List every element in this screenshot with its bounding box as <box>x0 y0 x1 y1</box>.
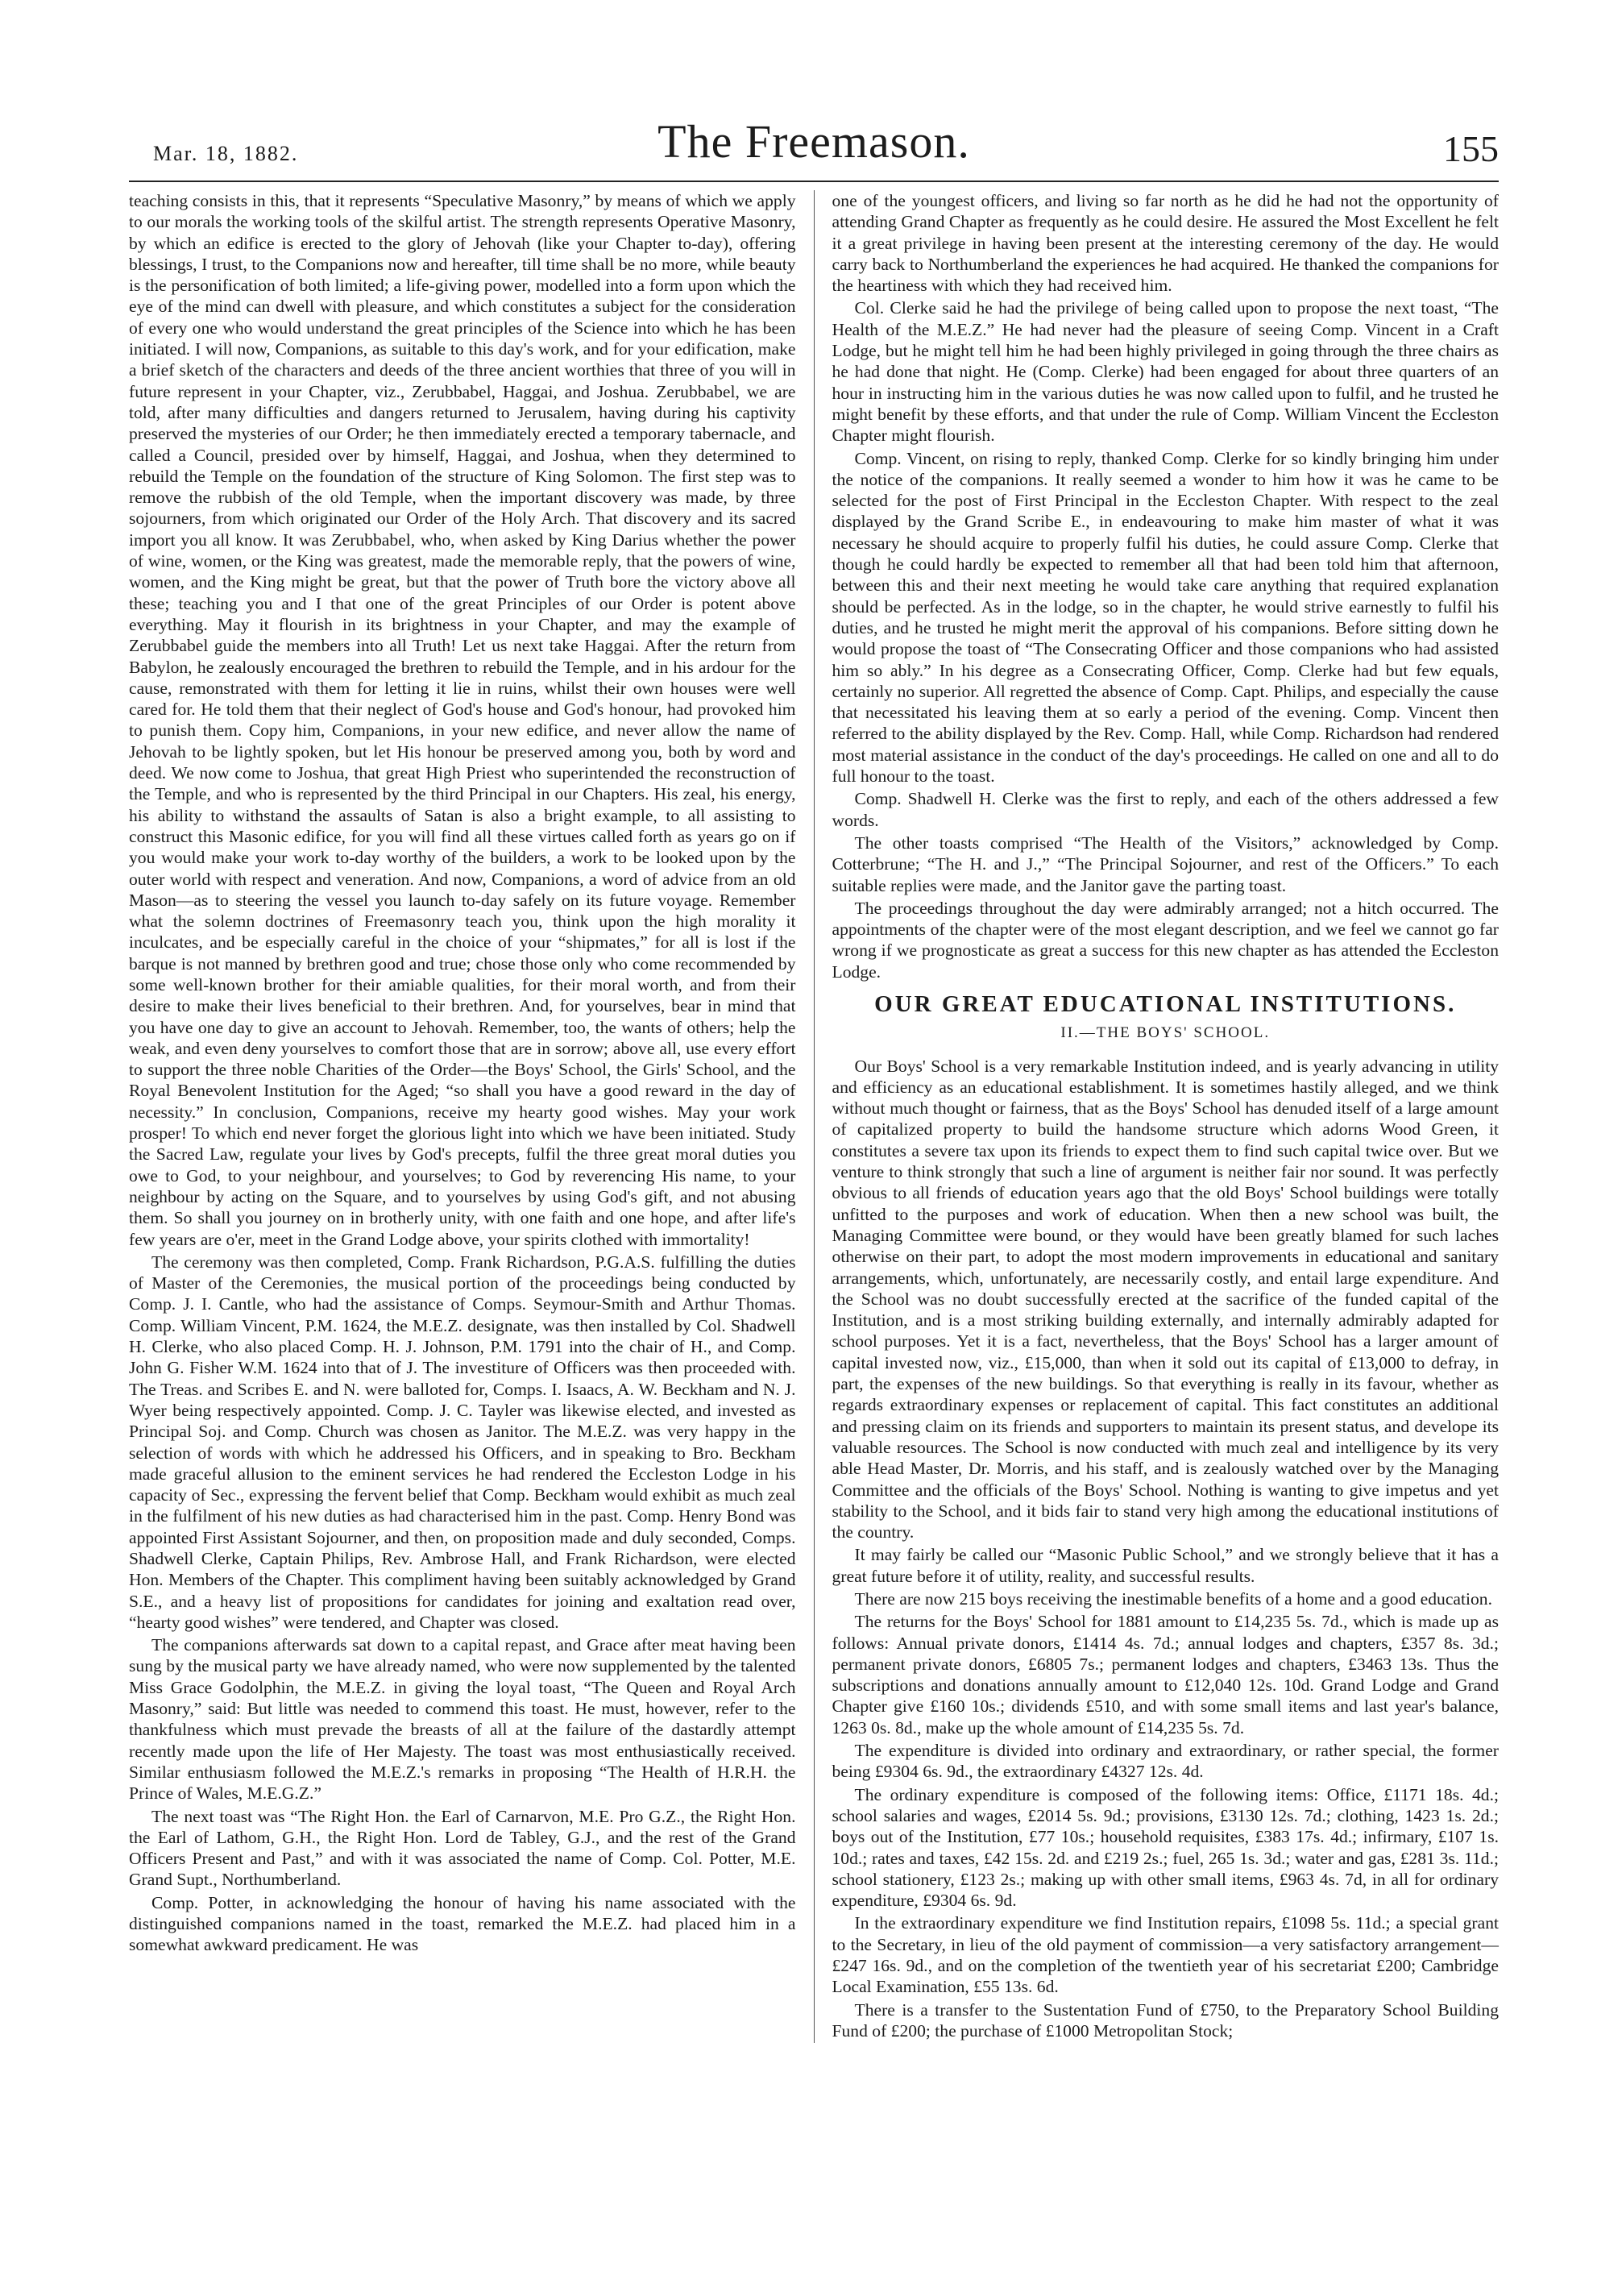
right-column <box>832 190 1500 2043</box>
article-paragraph: The other toasts comprised “The Health of the Visitors,” acknowledged by Comp. Cotterbrune; “The H. and J.,” “The Principal Sojourner, and rest of the Officers.” To each suitable replies were made, and the Janitor gave the parting toast. <box>832 832 1499 895</box>
issue-date: Mar. 18, 1882. <box>153 142 299 165</box>
section-paragraph: There are now 215 boys receiving the inestimable benefits of a home and a good education. <box>854 1589 1493 1609</box>
section-paragraph: The returns for the Boys' School for 1881 amount to £14,235 5s. 7d., which is made up as follows: Annual private donors, £1414 4s. 7d.; annual lodges and chapters, £357 8s. 3d.; permanent private donors, £6805 7s.; permanent lodges and chapters, £3463 13s. Thus the subscriptions and donations annually amount to £12,040 12s. 10d. Grand Lodge and Grand Chapter give £160 10s.; dividends £510, and with some small items and last year's balance, 1263 0s. 8d., make up the whole amount of £14,235 5s. 7d. <box>832 1612 1499 1738</box>
section-paragraph: The ordinary expenditure is composed of the following items: Office, £1171 18s. 4d.; school salaries and wages, £2014 5s. 9d.; provisions, £3130 12s. 7d.; clothing, 1423 1s. 2d.; boys out of the Institution, £77 10s.; household requisites, £383 17s. 4d.; infirmary, £107 1s. 10d.; rates and taxes, £42 15s. 2d. and £219 2s.; fuel, 265 1s. 3d.; water and gas, £281 3s. 11d.; school stationery, £123 2s.; making up with other small items, £963 4s. 7d, in all for ordinary expenditure, £9304 6s. 9d. <box>832 1784 1499 1911</box>
section-paragraph: In the extraordinary expenditure we find Institution repairs, £1098 5s. 11d.; a special grant to the Secretary, in lieu of the old payment of commission—a very satisfactory arrangement—£247 16s. 9d., and on the completion of the twentieth year of his secretariat £200; Cambridge Local Examination, £55 13s. 6d. <box>832 1913 1499 1997</box>
article-paragraph: The companions afterwards sat down to a capital repast, and Grace after meat having been sung by the musical party we have already named, who were now supplemented by the talented Miss Grace Godolphin, the M.E.Z. in giving the loyal toast, “The Queen and Royal Arch Masonry,” said: But little was needed to commend this toast. He must, however, refer to the thankfulness which must prevade the breasts of all at the failure of the dastardly attempt recently made upon the life of Her Majesty. The toast was most enthusiastically received. Similar enthusiasm followed the M.E.Z.'s remarks in proposing “The Health of H.R.H. the Prince of Wales, M.E.G.Z.” <box>129 1635 796 1804</box>
newspaper-page <box>129 113 1499 2043</box>
article-paragraph: Col. Clerke said he had the privilege of being called upon to propose the next toast, “The Health of the M.E.Z.” He had never had the pleasure of seeing Comp. Vincent in a Craft Lodge, but he might tell him he had been highly privileged in going through the three chairs as he had done that night. He (Comp. Clerke) had been engaged for about three quarters of an hour in instructing him in the various duties he was now called upon to fulfil, and he trusted he might benefit by these efforts, and that under the rule of Comp. William Vincent the Eccleston Chapter might flourish. <box>832 298 1499 446</box>
article-paragraph: teaching consists in this, that it represents “Speculative Masonry,” by means of which we apply to our morals the working tools of the skilful artist. The strength represents Operative Masonry, by which an edifice is erected to the glory of Jehovah (like your Chapter to-day), offering blessings, I trust, to the Companions now and hereafter, till time shall be no more, while beauty is the personification of both limited; a life-giving power, modelled into a form upon which the eye of the mind can dwell with pleasure, and which constitutes a subject for the consideration of every one who would understand the great principles of the Science into which he has been initiated. I will now, Companions, as suitable to this day's work, and for your edification, make a brief sketch of the characters and deeds of the three ancient worthies that three of you will in future represent in your Chapter, viz., Zerubbabel, Haggai, and Joshua. Zerubbabel, we are told, after many difficulties and dangers returned to Jerusalem, having during his captivity preserved the mysteries of our Order; he then immediately erected a temporary tabernacle, and called a Council, presided over by himself, Haggai, and Joshua, when they determined to rebuild the Temple on the foundation of the structure of King Solomon. The first step was to remove the rubbish of the old Temple, when the important discovery was made, by three sojourners, from which originated our Order of the Holy Arch. That discovery and its sacred import you all know. It was Zerubbabel, who, when asked by King Darius whether the power of wine, women, or the King was greatest, made the memorable reply, that the powers of wine, women, and the King might be great, but that the power of Truth bore the victory above all these; teaching you and I that one of the great Principles of our Order is potent above everything. May it flourish in its brightness in your Chapter, and may the example of Zerubbabel guide the members into all Truth! Let us next take Haggai. After the return from Babylon, he zealously encouraged the brethren to rebuild the Temple, and in his ardour for the cause, remonstrated with them for letting it lie in ruins, whilst their own houses were well cared for. He told them that their neglect of God's house and God's honour, had provoked him to punish them. Copy him, Companions, in your new edifice, and never allow the name of Jehovah to be lightly spoken, but let His honour be preserved among you, both by word and deed. We now come to Joshua, that great High Priest who superintended the reconstruction of the Temple, and who is represented by the third Principal in our Chapters. His zeal, his energy, his ability to withstand the assaults of Satan is also a bright example, to all assisting to construct this Masonic edifice, for you will find all these virtues called forth as years go on if you would make your work to-day worthy of the builders, a work to be looked upon by the outer world with respect and veneration. And now, Companions, a word of advice from an old Mason—as to steering the vessel you launch to-day safely on its future voyage. Remember what the solemn doctrines of Freemasonry teach you, think upon the high morality it inculcates, and be especially careful in the choice of your “shipmates,” for all is lost if the barque is not manned by brethren good and true; chose those only who come recommended by some well-known brother for their amiable qualities, for their moral worth, and from their desire to make their lives beneficial to their brethren. And, for yourselves, bear in mind that you have one day to give an account to Jehovah. Remember, too, the wants of others; help the weak, and even deny yourselves to comfort those that are in sorrow; above all, use every effort to support the three noble Charities of the Order—the Boys' School, the Girls' School, and the Royal Benevolent Institution for the Aged; “so shall you have a good reward in the day of necessity.” In conclusion, Companions, receive my hearty good wishes. May your work prosper! To which end never forget the glorious light into which we have been initiated. Study the Sacred Law, regulate your lives by God's precepts, fulfil the three great moral duties you owe to God, to your neighbour, and yourselves; to God by reverencing His name, to your neighbour by acting on the Square, and to yourselves by using God's gift, and not abusing them. So shall you journey on in brotherly unity, with one faith and one hope, and after life's few years are o'er, meet in the Grand Lodge above, your spirits clothed with immortality! <box>129 191 796 1249</box>
masthead-rule <box>129 181 1499 182</box>
article-paragraph: Comp. Potter, in acknowledging the honour of having his name associated with the distinguished companions named in the toast, remarked the M.E.Z. had placed him in a somewhat awkward predicament. He was <box>129 1892 796 1955</box>
article-paragraph: one of the youngest officers, and living so far north as he did he had not the opportunity of attending Grand Chapter as frequently as he could desire. He assured the Most Excellent he felt it a great privilege in having been present at the interesting ceremony of the day. He would carry back to Northumberland the experiences he had acquired. He thanked the companions for the heartiness with which they had received him. <box>832 191 1499 296</box>
article-paragraph: Comp. Vincent, on rising to reply, thanked Comp. Clerke for so kindly bringing him under the notice of the companions. It really seemed a wonder to him how it was he came to be selected for the post of First Principal in the Eccleston Chapter. With respect to the zeal displayed by the Grand Scribe E., in endeavouring to make him master of what it was necessary he should acquire to properly fulfil his duties, he could assure Comp. Clerke that though he could hardly be expected to remember all that had been told him that afternoon, between this and their next meeting he would take care anything that required explanation should be perfected. As in the lodge, so in the chapter, he would strive earnestly to fulfil his duties, and he trusted he might merit the approval of his companions. Before sitting down he would propose the toast of “The Consecrating Officer and those companions who had assisted him so ably.” In his degree as a Consecrating Officer, Comp. Clerke had but few equals, certainly no superior. All regretted the absence of Comp. Capt. Philips, and especially the cause that necessitated his leaving them at so early a period of the evening. Comp. Vincent then referred to the ability displayed by the Rev. Comp. Hall, while Comp. Richardson had rendered most material assistance in the conduct of the day's proceedings. He called on one and all to do full honour to the toast. <box>832 448 1499 787</box>
article-columns <box>129 190 1499 2043</box>
section-heading: OUR GREAT EDUCATIONAL INSTITUTIONS. <box>874 990 1457 1017</box>
article-paragraph: The next toast was “The Right Hon. the Earl of Carnarvon, M.E. Pro G.Z., the Right Hon. the Earl of Lathom, G.H., the Right Hon. Lord de Tabley, G.J., and the rest of the Grand Officers Present and Past,” and with it was associated the name of Comp. Col. Potter, M.E. Grand Supt., Northumberland. <box>129 1806 796 1890</box>
section-paragraph: The expenditure is divided into ordinary and extraordinary, or rather special, the former being £9304 6s. 9d., the extraordinary £4327 12s. 4d. <box>832 1741 1499 1782</box>
article-paragraph: The ceremony was then completed, Comp. Frank Richardson, P.G.A.S. fulfilling the duties of Master of the Ceremonies, the musical portion of the proceedings being conducted by Comp. J. I. Cantle, who had the assistance of Comps. Seymour-Smith and Arthur Thomas. Comp. William Vincent, P.M. 1624, the M.E.Z. designate, was then installed by Col. Shadwell H. Clerke, who also placed Comp. H. J. Johnson, P.M. 1791 into the chair of H., and Comp. John G. Fisher W.M. 1624 into that of J. The investiture of Officers was then proceeded with. The Treas. and Scribes E. and N. were balloted for, Comps. I. Isaacs, A. W. Beckham and N. J. Wyer being respectively appointed. Comp. J. C. Tayler was likewise elected, and invested as Principal Soj. and Comp. Church was chosen as Janitor. The M.E.Z. was very happy in the selection of words with which he addressed his Officers, and in speaking to Bro. Beckham made graceful allusion to the eminent services he had rendered the Eccleston Lodge in his capacity of Sec., expressing the fervent belief that Comp. Beckham would exhibit as much zeal in the fulfilment of his new duties as had characterised him in the past. Comp. Henry Bond was appointed First Assistant Sojourner, and then, on proposition made and duly seconded, Comps. Shadwell Clerke, Captain Philips, Rev. Ambrose Hall, and Frank Richardson, were elected Hon. Members of the Chapter. This compliment having been suitably acknowledged by Grand S.E., and a heavy list of propositions for candidates for joining and exaltation read over, “hearty good wishes” were tendered, and Chapter was closed. <box>129 1252 796 1632</box>
column-divider <box>814 190 815 2043</box>
section-paragraph: There is a transfer to the Sustentation Fund of £750, to the Preparatory School Building Fund of £200; the purchase of £1000 Metropolitan Stock; <box>832 1999 1499 2041</box>
newspaper-title: The Freemason. <box>657 115 970 168</box>
section-paragraph: Our Boys' School is a very remarkable Institution indeed, and is yearly advancing in utility and efficiency as an educational establishment. It is sometimes hastily alleged, and we think without much thought or fairness, that as the Boys' School has denuded itself of a large amount of capitalized property to build the handsome structure which adorns Wood Green, it constitutes a severe tax upon its friends to expect them to find such capital twice over. But we venture to think strongly that such a line of argument is neither fair nor sound. It was perfectly obvious to all friends of education years ago that the old Boys' School buildings were totally unfitted to the purposes and work of education. When then a new school was built, the Managing Committee were bound, or they would have been greatly blamed for such laches otherwise on their part, to adopt the most modern improvements in educational and sanitary arrangements, which, unfortunately, are necessarily costly, and entail large expenditure. And the School was no doubt successfully erected at the sacrifice of the funded capital of the Institution, and is a most striking building externally, and internally admirably adapted for school purposes. Yet it is a fact, nevertheless, that the Boys' School has a larger amount of capital invested now, viz., £15,000, than when it sold out its capital of £13,000 to defray, in part, the expenses of the new buildings. So that everything is really in its favour, whether as regards extraordinary expenses or replacement of capital. This fact constitutes an additional and pressing claim on its friends and supporters to maintain its present status, and develope its valuable resources. The School is now conducted with much zeal and intelligence by its very able Head Master, Dr. Morris, and his staff, and is zealously watched over by the Managing Committee and the officials of the Boys' School. Nothing is wanting to give impetus and yet stability to the School, and it bids fair to stand very high among the educational institutions of the country. <box>832 1056 1499 1542</box>
article-paragraph: The proceedings throughout the day were admirably arranged; not a hitch occurred. The appointments of the chapter were of the most elegant description, and we feel we cannot go far wrong if we prognosticate as great a success for this new chapter as has attended the Eccleston Lodge. <box>832 898 1499 982</box>
masthead <box>129 113 1499 179</box>
page-number: 155 <box>1443 128 1499 169</box>
section-paragraph: It may fairly be called our “Masonic Public School,” and we strongly believe that it has a great future before it of utility, reality, and successful results. <box>832 1545 1499 1586</box>
section-subheading: II.—THE BOYS' SCHOOL. <box>1060 1024 1271 1042</box>
article-paragraph: Comp. Shadwell H. Clerke was the first to reply, and each of the others addressed a few words. <box>832 789 1499 830</box>
left-column <box>129 190 796 2043</box>
